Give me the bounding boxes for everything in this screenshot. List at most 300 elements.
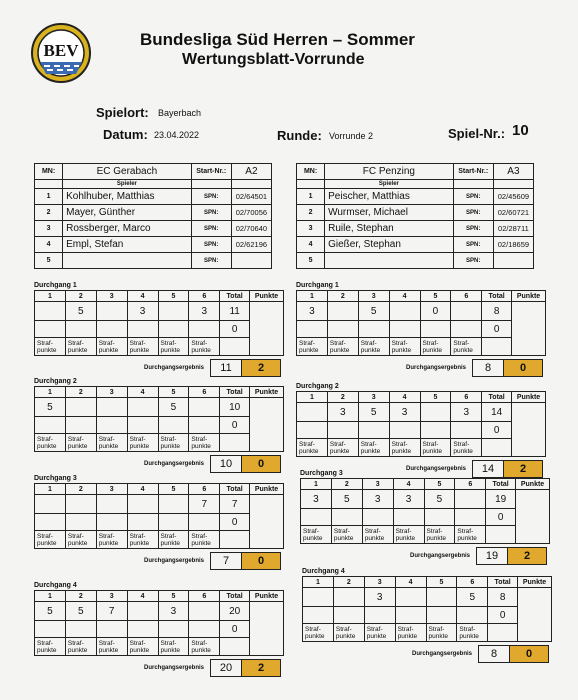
player-pass-number: 02/60721 <box>493 205 533 221</box>
score-cell: 5 <box>331 490 362 509</box>
empty-cell <box>457 607 488 624</box>
punkte-cell <box>250 302 284 356</box>
column-header: 2 <box>65 291 96 302</box>
straf-label: Straf- <box>160 339 177 347</box>
punkte-header: Punkte <box>512 291 546 302</box>
score-cell: 5 <box>35 602 66 621</box>
straf-label: Straf- <box>391 440 408 448</box>
penalty-total: 0 <box>488 607 518 624</box>
straf-label: Straf- <box>391 339 408 347</box>
strafpunkte-cell <box>35 338 66 356</box>
result-points: 0 <box>510 645 549 663</box>
total-header: Total <box>220 387 250 398</box>
penalty-total: 0 <box>220 621 250 638</box>
strafpunkte-cell <box>358 338 389 356</box>
punkte-label: punkte <box>426 534 447 542</box>
durchgangsergebnis-label: Durchgangsergebnis <box>144 461 205 467</box>
punkte-label: punkte <box>299 447 319 455</box>
straf-label: Straf- <box>67 532 84 540</box>
column-header: 2 <box>65 387 96 398</box>
round-total: 7 <box>220 495 250 514</box>
empty-cell <box>127 321 158 338</box>
player-row <box>297 253 534 269</box>
round-table <box>302 576 552 642</box>
straf-label: Straf- <box>329 440 346 448</box>
empty-cell <box>482 338 512 356</box>
punkte-label: punkte <box>453 346 473 354</box>
strafpunkte-cell <box>127 531 158 549</box>
player-name: Mayer, Günther <box>63 205 192 221</box>
round-result <box>144 455 281 473</box>
round-label: Durchgang 1 <box>34 282 77 289</box>
straf-label: Straf- <box>299 440 315 448</box>
round-label: Durchgang 2 <box>296 383 339 390</box>
empty-cell <box>189 514 220 531</box>
punkte-label: punkte <box>422 346 443 354</box>
straf-label: Straf- <box>160 639 177 647</box>
result-total: 14 <box>472 460 504 478</box>
player-number: 4 <box>35 237 63 253</box>
player-row <box>297 221 534 237</box>
durchgangsergebnis-label: Durchgangsergebnis <box>144 665 205 671</box>
empty-cell <box>358 422 389 439</box>
round-result <box>144 659 281 677</box>
player-number: 5 <box>35 253 63 269</box>
total-header: Total <box>486 479 516 490</box>
penalty-total: 0 <box>482 321 512 338</box>
round-table <box>34 386 284 452</box>
svg-text:BEV: BEV <box>43 41 79 60</box>
punkte-label: punkte <box>37 442 57 450</box>
round-label: Durchgang 3 <box>34 475 77 482</box>
straf-label: Straf- <box>397 625 414 633</box>
empty-cell <box>482 439 512 457</box>
player-number: 5 <box>297 253 325 269</box>
punkte-label: punkte <box>191 539 211 547</box>
score-cell <box>158 302 189 321</box>
straf-label: Straf- <box>37 532 53 540</box>
punkte-label: punkte <box>360 447 381 455</box>
durchgangsergebnis-label: Durchgangsergebnis <box>410 553 471 559</box>
punkte-label: punkte <box>329 346 350 354</box>
round-label: Durchgang 3 <box>300 470 343 477</box>
empty-cell <box>395 607 426 624</box>
player-pass-number: 02/45609 <box>493 189 533 205</box>
round-result <box>144 359 281 377</box>
punkte-label: punkte <box>98 539 119 547</box>
score-cell <box>297 403 328 422</box>
penalty-total: 0 <box>220 321 250 338</box>
column-header: 6 <box>451 392 482 403</box>
total-header: Total <box>220 291 250 302</box>
column-header: 3 <box>364 577 395 588</box>
empty-cell <box>96 621 127 638</box>
result-total: 8 <box>478 645 510 663</box>
column-header: 6 <box>451 291 482 302</box>
punkte-label: punkte <box>335 632 356 640</box>
punkte-label: punkte <box>37 646 57 654</box>
column-header: 4 <box>395 577 426 588</box>
team-table <box>296 163 534 269</box>
column-header: 2 <box>327 392 358 403</box>
strafpunkte-cell <box>189 338 220 356</box>
punkte-label: punkte <box>129 539 150 547</box>
player-row <box>35 205 272 221</box>
score-cell: 5 <box>424 490 455 509</box>
round-result <box>406 460 543 478</box>
round-table <box>296 290 546 356</box>
straf-label: Straf- <box>160 532 177 540</box>
round-total: 20 <box>220 602 250 621</box>
punkte-label: punkte <box>391 447 412 455</box>
column-header: 6 <box>189 387 220 398</box>
column-header: 4 <box>393 479 424 490</box>
player-row <box>35 189 272 205</box>
straf-label: Straf- <box>129 639 146 647</box>
empty-cell <box>96 417 127 434</box>
score-cell: 3 <box>364 588 395 607</box>
column-header: 1 <box>35 484 66 495</box>
spieler-label: Spieler <box>325 180 454 189</box>
result-points: 2 <box>508 547 547 565</box>
straf-label: Straf- <box>457 527 474 535</box>
empty-cell <box>389 422 420 439</box>
strafpunkte-cell <box>389 439 420 457</box>
punkte-label: punkte <box>364 534 385 542</box>
empty-cell <box>486 526 516 544</box>
player-name: Wurmser, Michael <box>325 205 454 221</box>
score-cell <box>65 495 96 514</box>
score-cell <box>426 588 457 607</box>
result-total: 11 <box>210 359 242 377</box>
empty-cell <box>158 621 189 638</box>
strafpunkte-cell <box>333 624 364 642</box>
empty-cell <box>424 509 455 526</box>
empty-cell <box>96 514 127 531</box>
team-name: FC Penzing <box>325 164 454 180</box>
score-cell <box>327 302 358 321</box>
strafpunkte-cell <box>127 434 158 452</box>
column-header: 2 <box>327 291 358 302</box>
spielort-label: Spielort: <box>96 105 149 120</box>
strafpunkte-cell <box>158 434 189 452</box>
punkte-label: punkte <box>160 442 181 450</box>
empty-cell <box>389 321 420 338</box>
punkte-label: punkte <box>129 442 150 450</box>
punkte-label: punkte <box>37 539 57 547</box>
round-table <box>34 590 284 656</box>
straf-label: Straf- <box>98 339 115 347</box>
straf-label: Straf- <box>333 527 350 535</box>
score-cell <box>65 398 96 417</box>
score-cell: 3 <box>158 602 189 621</box>
score-cell: 3 <box>189 302 220 321</box>
round-total: 8 <box>482 302 512 321</box>
score-cell <box>395 588 426 607</box>
straf-label: Straf- <box>98 639 115 647</box>
column-header: 1 <box>35 291 66 302</box>
straf-label: Straf- <box>329 339 346 347</box>
player-name: Empl, Stefan <box>63 237 192 253</box>
score-cell: 5 <box>158 398 189 417</box>
column-header: 2 <box>331 479 362 490</box>
punkte-header: Punkte <box>516 479 550 490</box>
score-cell <box>127 398 158 417</box>
empty-cell <box>35 417 66 434</box>
spielort-value: Bayerbach <box>158 108 202 118</box>
result-points: 2 <box>242 659 281 677</box>
straf-label: Straf- <box>37 639 53 647</box>
empty-cell <box>35 321 66 338</box>
result-points: 2 <box>242 359 281 377</box>
round-label: Durchgang 2 <box>34 378 77 385</box>
durchgangsergebnis-label: Durchgangsergebnis <box>412 651 473 657</box>
spielnr-value: 10 <box>512 122 529 139</box>
empty-cell <box>420 422 451 439</box>
score-cell <box>96 495 127 514</box>
column-header: 6 <box>457 577 488 588</box>
punkte-label: punkte <box>67 442 88 450</box>
column-header: 1 <box>35 591 66 602</box>
empty-cell <box>327 321 358 338</box>
straf-label: Straf- <box>160 435 177 443</box>
sheet-subtitle: Wertungsblatt-Vorrunde <box>182 51 365 68</box>
spn-label: SPN: <box>453 205 493 221</box>
column-header: 3 <box>96 387 127 398</box>
empty-cell <box>362 509 393 526</box>
blank-cell <box>35 180 63 189</box>
punkte-label: punkte <box>428 632 449 640</box>
player-number: 2 <box>297 205 325 221</box>
player-pass-number <box>493 253 533 269</box>
strafpunkte-cell <box>65 434 96 452</box>
mn-label: MN: <box>35 164 63 180</box>
blank-cell <box>191 180 231 189</box>
strafpunkte-cell <box>65 338 96 356</box>
empty-cell <box>35 514 66 531</box>
round-result <box>144 552 281 570</box>
player-number: 3 <box>297 221 325 237</box>
column-header: 6 <box>189 484 220 495</box>
punkte-label: punkte <box>305 632 325 640</box>
player-number: 4 <box>297 237 325 253</box>
strafpunkte-cell <box>455 526 486 544</box>
round-total: 11 <box>220 302 250 321</box>
start-nr-label: Start-Nr.: <box>453 164 493 180</box>
punkte-cell <box>250 495 284 549</box>
strafpunkte-cell <box>389 338 420 356</box>
empty-cell <box>158 417 189 434</box>
spielnr-label: Spiel-Nr.: <box>448 126 506 141</box>
straf-label: Straf- <box>459 625 476 633</box>
team-name: EC Gerabach <box>63 164 192 180</box>
column-header: 4 <box>127 387 158 398</box>
punkte-cell <box>518 588 552 642</box>
score-cell: 3 <box>297 302 328 321</box>
round-result <box>410 547 547 565</box>
straf-label: Straf- <box>335 625 352 633</box>
strafpunkte-cell <box>35 434 66 452</box>
result-points: 0 <box>242 455 281 473</box>
strafpunkte-cell <box>420 439 451 457</box>
punkte-label: punkte <box>129 346 150 354</box>
strafpunkte-cell <box>35 531 66 549</box>
strafpunkte-cell <box>189 434 220 452</box>
column-header: 5 <box>158 484 189 495</box>
punkte-cell <box>250 398 284 452</box>
result-points: 0 <box>242 552 281 570</box>
runde-value: Vorrunde 2 <box>329 131 374 141</box>
player-row <box>297 189 534 205</box>
datum-value: 23.04.2022 <box>154 130 200 140</box>
score-cell <box>189 398 220 417</box>
empty-cell <box>297 321 328 338</box>
straf-label: Straf- <box>299 339 315 347</box>
punkte-header: Punkte <box>250 291 284 302</box>
strafpunkte-cell <box>127 338 158 356</box>
empty-cell <box>455 509 486 526</box>
empty-cell <box>127 417 158 434</box>
round-total: 8 <box>488 588 518 607</box>
column-header: 2 <box>65 591 96 602</box>
empty-cell <box>220 638 250 656</box>
punkte-label: punkte <box>422 447 443 455</box>
score-cell: 7 <box>96 602 127 621</box>
column-header: 4 <box>127 291 158 302</box>
strafpunkte-cell <box>362 526 393 544</box>
score-cell <box>420 403 451 422</box>
strafpunkte-cell <box>35 638 66 656</box>
strafpunkte-cell <box>96 434 127 452</box>
column-header: 5 <box>420 291 451 302</box>
punkte-cell <box>512 302 546 356</box>
column-header: 1 <box>35 387 66 398</box>
straf-label: Straf- <box>305 625 321 633</box>
column-header: 3 <box>358 392 389 403</box>
start-nr-value: A3 <box>493 164 533 180</box>
empty-cell <box>220 434 250 452</box>
player-pass-number: 02/70056 <box>231 205 271 221</box>
spn-label: SPN: <box>191 189 231 205</box>
punkte-label: punkte <box>67 539 88 547</box>
empty-cell <box>488 624 518 642</box>
result-total: 10 <box>210 455 242 473</box>
punkte-header: Punkte <box>250 591 284 602</box>
strafpunkte-cell <box>297 439 328 457</box>
column-header: 1 <box>301 479 332 490</box>
player-pass-number: 02/62196 <box>231 237 271 253</box>
straf-label: Straf- <box>67 639 84 647</box>
column-header: 5 <box>424 479 455 490</box>
round-table <box>296 391 546 457</box>
durchgangsergebnis-label: Durchgangsergebnis <box>406 365 467 371</box>
round-total: 19 <box>486 490 516 509</box>
total-header: Total <box>482 392 512 403</box>
punkte-header: Punkte <box>250 484 284 495</box>
column-header: 1 <box>297 392 328 403</box>
result-total: 19 <box>476 547 508 565</box>
punkte-header: Punkte <box>512 392 546 403</box>
straf-label: Straf- <box>191 532 208 540</box>
result-points: 0 <box>504 359 543 377</box>
empty-cell <box>327 422 358 439</box>
strafpunkte-cell <box>420 338 451 356</box>
punkte-label: punkte <box>160 346 181 354</box>
sheet-title: Bundesliga Süd Herren – Sommer <box>140 30 415 49</box>
empty-cell <box>158 321 189 338</box>
punkte-label: punkte <box>366 632 387 640</box>
column-header: 1 <box>303 577 334 588</box>
strafpunkte-cell <box>65 531 96 549</box>
score-cell: 7 <box>189 495 220 514</box>
player-name: Gießer, Stephan <box>325 237 454 253</box>
punkte-label: punkte <box>98 442 119 450</box>
player-pass-number: 02/64501 <box>231 189 271 205</box>
strafpunkte-cell <box>301 526 332 544</box>
punkte-header: Punkte <box>518 577 552 588</box>
total-header: Total <box>220 484 250 495</box>
strafpunkte-cell <box>451 338 482 356</box>
punkte-label: punkte <box>191 646 211 654</box>
score-cell <box>303 588 334 607</box>
empty-cell <box>158 514 189 531</box>
player-name: Kohlhuber, Matthias <box>63 189 192 205</box>
column-header: 4 <box>127 591 158 602</box>
start-nr-value: A2 <box>231 164 271 180</box>
straf-label: Straf- <box>191 639 208 647</box>
player-name: Peischer, Matthias <box>325 189 454 205</box>
result-points: 2 <box>504 460 543 478</box>
player-row <box>297 237 534 253</box>
durchgangsergebnis-label: Durchgangsergebnis <box>144 558 205 564</box>
round-total: 10 <box>220 398 250 417</box>
empty-cell <box>451 422 482 439</box>
spn-label: SPN: <box>453 237 493 253</box>
round-result <box>412 645 549 663</box>
score-cell: 5 <box>65 302 96 321</box>
empty-cell <box>189 621 220 638</box>
round-table <box>34 290 284 356</box>
strafpunkte-cell <box>127 638 158 656</box>
punkte-label: punkte <box>360 346 381 354</box>
empty-cell <box>127 514 158 531</box>
straf-label: Straf- <box>303 527 319 535</box>
penalty-total: 0 <box>220 514 250 531</box>
column-header: 3 <box>96 291 127 302</box>
empty-cell <box>220 531 250 549</box>
strafpunkte-cell <box>158 531 189 549</box>
strafpunkte-cell <box>451 439 482 457</box>
strafpunkte-cell <box>189 531 220 549</box>
score-cell <box>96 302 127 321</box>
durchgangsergebnis-label: Durchgangsergebnis <box>144 365 205 371</box>
round-label: Durchgang 1 <box>296 282 339 289</box>
score-cell: 3 <box>389 403 420 422</box>
score-cell: 5 <box>457 588 488 607</box>
round-label: Durchgang 4 <box>302 568 345 575</box>
spieler-label: Spieler <box>63 180 192 189</box>
result-total: 7 <box>210 552 242 570</box>
column-header: 3 <box>362 479 393 490</box>
player-row <box>35 221 272 237</box>
player-number: 1 <box>35 189 63 205</box>
empty-cell <box>303 607 334 624</box>
score-cell: 3 <box>362 490 393 509</box>
straf-label: Straf- <box>191 435 208 443</box>
strafpunkte-cell <box>426 624 457 642</box>
punkte-label: punkte <box>160 539 181 547</box>
player-pass-number <box>231 253 271 269</box>
